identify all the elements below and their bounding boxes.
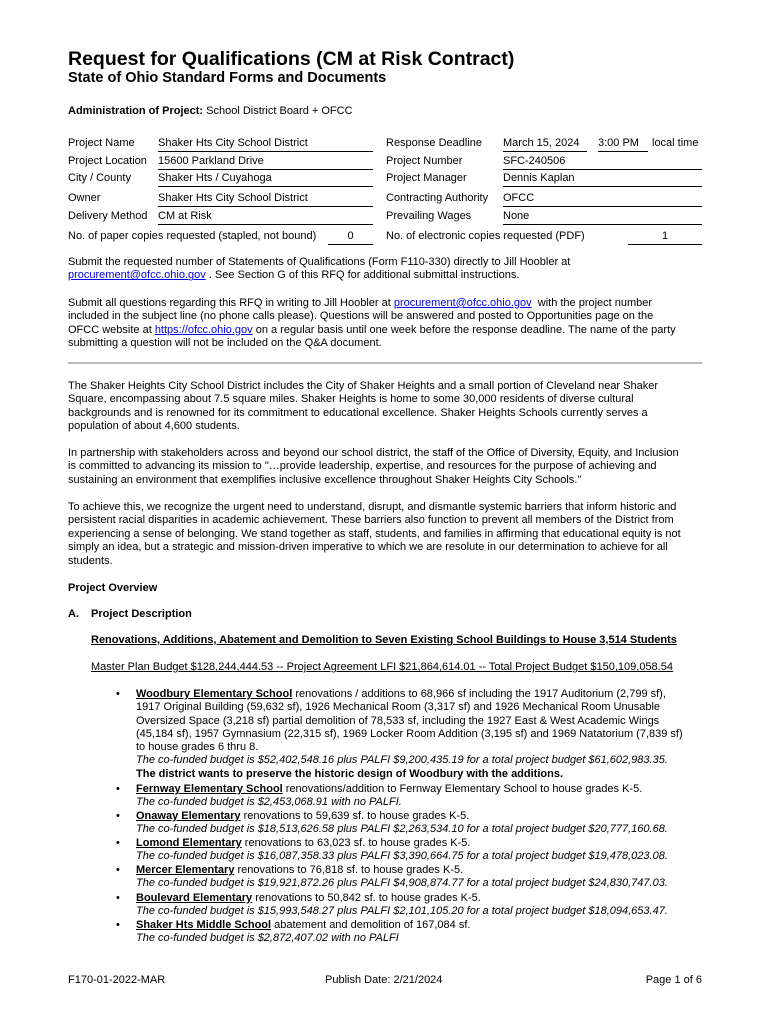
city-county-label: City / County [68, 172, 131, 184]
questions-line-3 [68, 324, 708, 337]
district-description [68, 380, 708, 434]
project-name-label: Project Name [68, 137, 135, 149]
district-line: Square, encompassing about 7.5 square miles. Shaker Heights is home to some 30,000 residents of diverse cultural [68, 393, 634, 406]
contracting-authority-label: Contracting Authority [386, 192, 489, 204]
submittal-instructions [68, 256, 708, 283]
project-title: Renovations, Additions, Abatement and Demolition to Seven Existing School Buildings to House 3,514 Students [91, 634, 677, 646]
school-detail: 1917 Original Building (59,632 sf), 1926 Mechanical Room (3,317 sf) and 1926 Mechanical Room Unusable [136, 701, 661, 714]
response-deadline-label: Response Deadline [386, 137, 483, 149]
questions-email-link[interactable]: procurement@ofcc.ohio.gov [393, 297, 532, 309]
school-detail: (45,184 sf), 1957 Gymnasium (22,315 sf), 1969 Locker Room Addition (3,195 sf) and 1969 Natatorium (7,839 sf) [136, 727, 683, 740]
school-name: Boulevard Elementary [136, 892, 253, 904]
school-detail: renovations/addition to Fernway Elementary School to house grades K-5. [282, 783, 643, 795]
school-item-mercer [136, 864, 711, 891]
school-detail: Oversized Space (3,218 sf) partial demolition of 78,533 sf, including the 1927 East & West Academic Wings [136, 714, 660, 727]
project-number-label: Project Number [386, 155, 463, 167]
questions-instructions [68, 297, 708, 351]
equity-paragraph [68, 501, 708, 568]
prevailing-wages-label: Prevailing Wages [386, 210, 472, 222]
school-note: The district wants to preserve the historic design of Woodbury with the additions. [136, 767, 564, 780]
footer-page-number: Page 1 of 6 [645, 974, 702, 986]
dei-line: is committed to advancing its mission to "…provide leadership, expertise, and resources for the purpose of achieving and [68, 460, 657, 473]
school-budget: The co-funded budget is $2,872,407.02 with no PALFI [136, 932, 399, 945]
mercer-line [136, 864, 711, 877]
school-name: Fernway Elementary School [136, 783, 283, 795]
submittal-line-2 [68, 269, 708, 282]
dei-paragraph [68, 447, 708, 487]
page-title: Request for Qualifications (CM at Risk Contract) [68, 48, 515, 70]
project-manager-label: Project Manager [386, 172, 467, 184]
school-item-shaker-middle [136, 919, 711, 946]
section-divider [68, 362, 702, 364]
equity-line: persistent racial disparities in academic achievement. These barriers also function to prevent all members of the District from [68, 514, 674, 527]
electronic-copies-label: No. of electronic copies requested (PDF) [386, 230, 585, 242]
questions-line-1-text: Submit all questions regarding this RFQ in writing to Jill Hoobler at [68, 297, 391, 309]
bullet: • [116, 783, 120, 795]
owner-label: Owner [68, 192, 101, 204]
prevailing-wages-value: None [503, 210, 702, 225]
school-item-woodbury [136, 688, 711, 781]
school-detail: renovations to 76,818 sf. to house grades K-5. [234, 864, 464, 876]
electronic-copies-value: 1 [628, 230, 702, 245]
local-time-label: local time [652, 137, 699, 149]
owner-value: Shaker Hts City School District [158, 192, 373, 207]
school-budget: The co-funded budget is $15,993,548.27 plus PALFI $2,101,105.20 for a total project budget $18,094,653.47. [136, 905, 668, 918]
woodbury-line-1 [136, 688, 711, 701]
bullet: • [116, 892, 120, 904]
project-location-value: 15600 Parkland Drive [158, 155, 373, 170]
school-item-lomond [136, 837, 711, 864]
questions-line-2: included in the subject line (no phone calls please). Questions will be answered and posted to Opportunities page on the [68, 310, 654, 323]
school-name: Onaway Elementary [136, 810, 241, 822]
bullet: • [116, 919, 120, 931]
delivery-method-label: Delivery Method [68, 210, 148, 222]
equity-line: students. [68, 554, 113, 567]
paper-copies-label: No. of paper copies requested (stapled, not bound) [68, 230, 317, 242]
project-location-label: Project Location [68, 155, 147, 167]
project-number-value: SFC-240506 [503, 155, 702, 170]
project-manager-value: Dennis Kaplan [503, 172, 702, 187]
project-overview-heading: Project Overview [68, 582, 158, 594]
administration-value: School District Board + OFCC [206, 105, 353, 117]
boulevard-line [136, 892, 711, 905]
school-detail: renovations to 63,023 sf. to house grades K-5. [241, 837, 471, 849]
bullet: • [116, 864, 120, 876]
school-item-fernway [136, 783, 711, 810]
bullet: • [116, 688, 120, 700]
questions-line-4: submitting a question will not be included on the Q&A document. [68, 337, 382, 350]
district-line: population of about 4,600 students. [68, 420, 240, 433]
school-name: Woodbury Elementary School [136, 688, 293, 700]
school-detail: to house grades 6 thru 8. [136, 741, 259, 754]
onaway-line [136, 810, 711, 823]
school-budget: The co-funded budget is $16,087,358.33 plus PALFI $3,390,664.75 for a total project budget $19,478,023.08. [136, 850, 668, 863]
administration-line [68, 104, 353, 118]
equity-line: simply an idea, but a strategic and mission-driven imperative to which we are resolute in our determination to achieve for all [68, 541, 668, 554]
footer-form-number: F170-01-2022-MAR [68, 974, 166, 986]
school-item-onaway [136, 810, 711, 837]
delivery-method-value: CM at Risk [158, 210, 373, 225]
footer-publish-date: Publish Date: 2/21/2024 [325, 974, 443, 986]
school-name: Mercer Elementary [136, 864, 235, 876]
school-detail: renovations / additions to 68,966 sf including the 1917 Auditorium (2,799 sf), [292, 688, 666, 700]
school-detail: renovations to 50,842 sf. to house grades K-5. [252, 892, 481, 904]
questions-line-1 [68, 297, 708, 310]
school-detail: renovations to 59,639 sf. to house grades K-5. [240, 810, 470, 822]
district-line: The Shaker Heights City School District includes the City of Shaker Heights and a small portion of Cleveland near Shaker [68, 380, 659, 392]
page-subtitle: State of Ohio Standard Forms and Documents [68, 70, 387, 86]
school-item-boulevard [136, 892, 711, 919]
bullet: • [116, 837, 120, 849]
budget-line: Master Plan Budget $128,244,444.53 -- Project Agreement LFI $21,864,614.01 -- Total Project Budget $150,109,058.54 [91, 661, 673, 673]
administration-label: Administration of Project: [68, 105, 204, 117]
dei-line: sustaining an environment that exemplifies inclusive excellence throughout Shaker Heights City Schools." [68, 473, 582, 486]
school-budget: The co-funded budget is $18,513,626.58 plus PALFI $2,263,534.10 for a total project budget $20,777,160.68. [136, 823, 668, 836]
school-name: Lomond Elementary [136, 837, 242, 849]
response-deadline-time: 3:00 PM [598, 137, 648, 152]
shaker-middle-line [136, 919, 711, 932]
dei-line: In partnership with stakeholders across and beyond our school district, the staff of the Office of Diversity, Equity, and Inclusion [68, 447, 679, 459]
bullet: • [116, 810, 120, 822]
ofcc-website-link[interactable]: https://ofcc.ohio.gov [154, 323, 253, 336]
school-budget: The co-funded budget is $19,921,872.26 plus PALFI $4,908,874.77 for a total project budget $24,830,747.03. [136, 877, 668, 890]
questions-line-3-end: on a regular basis until one week before the response deadline. The name of the party [255, 323, 676, 336]
district-line: backgrounds and is renowned for its commitment to educational excellence. Shaker Heights Schools currently serves a [68, 406, 648, 419]
school-budget: The co-funded budget is $52,402,548.16 plus PALFI $9,200,435.19 for a total project budget $61,602,983.35. [136, 754, 668, 767]
lomond-line [136, 837, 711, 850]
city-county-value: Shaker Hts / Cuyahoga [158, 172, 373, 187]
project-name-value: Shaker Hts City School District [158, 137, 373, 152]
paper-copies-value: 0 [328, 230, 373, 245]
section-a-title: Project Description [91, 608, 192, 620]
response-deadline-date: March 15, 2024 [503, 137, 587, 152]
school-name: Shaker Hts Middle School [136, 919, 272, 931]
school-detail: abatement and demolition of 167,084 sf. [271, 919, 471, 931]
questions-line-3-text: OFCC website at [68, 323, 152, 336]
contracting-authority-value: OFCC [503, 192, 702, 207]
procurement-email-link[interactable]: procurement@ofcc.ohio.gov [68, 269, 206, 282]
equity-line: experiencing a sense of belonging. We stand together as staff, students, and families in affirming that educational equity is not [68, 527, 681, 540]
submittal-line-1: Submit the requested number of Statements of Qualifications (Form F110-330) directly to Jill Hoobler at [68, 256, 571, 268]
fernway-line [136, 783, 711, 796]
questions-line-1-end: with the project number [537, 297, 653, 309]
equity-line: To achieve this, we recognize the urgent need to understand, disrupt, and dismantle systemic barriers that inform historic and [68, 501, 677, 513]
submittal-line-2-text: . See Section G of this RFQ for additional submittal instructions. [208, 269, 520, 282]
school-budget: The co-funded budget is $2,453,068.91 with no PALFI. [136, 796, 402, 809]
section-a-letter: A. [68, 608, 79, 620]
